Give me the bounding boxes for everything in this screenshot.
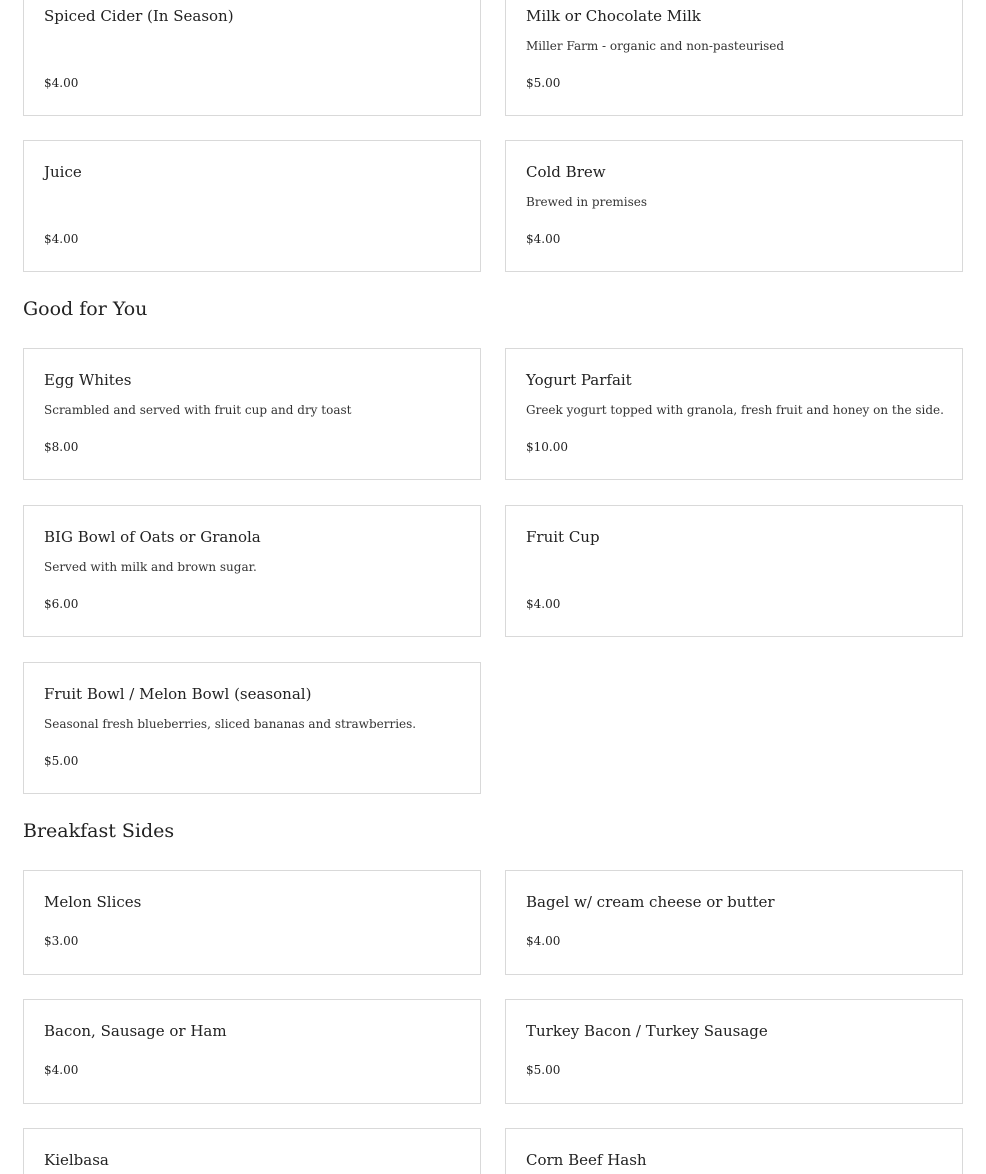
- menu-item-name: Fruit Cup: [526, 528, 600, 546]
- menu-item-card[interactable]: [505, 1128, 963, 1174]
- menu-item-price: $6.00: [44, 597, 79, 611]
- menu-item-name: Turkey Bacon / Turkey Sausage: [526, 1022, 768, 1040]
- menu-item-card[interactable]: [505, 140, 963, 272]
- menu-item-price: $5.00: [526, 76, 561, 90]
- menu-item-name: Melon Slices: [44, 893, 142, 911]
- menu-item-description: Seasonal fresh blueberries, sliced bananas and strawberries.: [44, 717, 417, 731]
- menu-item-card[interactable]: [23, 662, 481, 794]
- menu-item-description: Brewed in premises: [526, 195, 648, 209]
- menu-item-description: Miller Farm - organic and non-pasteurised: [526, 39, 785, 53]
- menu-item-name: Yogurt Parfait: [526, 371, 632, 389]
- menu-item-price: $10.00: [526, 440, 568, 454]
- menu-item-card[interactable]: [23, 140, 481, 272]
- menu-item-name: Bagel w/ cream cheese or butter: [526, 893, 775, 911]
- menu-item-description: Served with milk and brown sugar.: [44, 560, 257, 574]
- menu-item-price: $5.00: [44, 754, 79, 768]
- menu-item-name: Juice: [44, 163, 82, 181]
- menu-item-price: $4.00: [526, 232, 561, 246]
- menu-item-name: Spiced Cider (In Season): [44, 7, 234, 25]
- menu-item-card[interactable]: [505, 999, 963, 1104]
- menu-item-price: $4.00: [526, 934, 561, 948]
- menu-item-price: $4.00: [44, 1063, 79, 1077]
- menu-item-card[interactable]: [23, 1128, 481, 1174]
- menu-item-card[interactable]: [505, 0, 963, 116]
- menu-item-card[interactable]: [505, 505, 963, 637]
- section-title-good-for-you: Good for You: [23, 298, 148, 320]
- section-title-breakfast-sides: Breakfast Sides: [23, 820, 175, 842]
- menu-item-price: $4.00: [44, 76, 79, 90]
- menu-item-name: Cold Brew: [526, 163, 606, 181]
- menu-item-description: Greek yogurt topped with granola, fresh fruit and honey on the side.: [526, 403, 944, 417]
- menu-item-name: Milk or Chocolate Milk: [526, 7, 701, 25]
- menu-item-price: $8.00: [44, 440, 79, 454]
- menu-item-name: Bacon, Sausage or Ham: [44, 1022, 227, 1040]
- menu-item-name: Kielbasa: [44, 1151, 109, 1169]
- menu-item-name: Egg Whites: [44, 371, 132, 389]
- menu-item-name: Fruit Bowl / Melon Bowl (seasonal): [44, 685, 312, 703]
- menu-item-card[interactable]: [23, 870, 481, 975]
- menu-item-price: $3.00: [44, 934, 79, 948]
- menu-item-name: Corn Beef Hash: [526, 1151, 647, 1169]
- menu-item-card[interactable]: [23, 0, 481, 116]
- menu-item-card[interactable]: [505, 348, 963, 480]
- menu-item-price: $5.00: [526, 1063, 561, 1077]
- menu-item-card[interactable]: [505, 870, 963, 975]
- menu-item-price: $4.00: [526, 597, 561, 611]
- menu-item-card[interactable]: [23, 348, 481, 480]
- menu-item-card[interactable]: [23, 999, 481, 1104]
- menu-item-card[interactable]: [23, 505, 481, 637]
- menu-item-description: Scrambled and served with fruit cup and dry toast: [44, 403, 352, 417]
- menu-item-name: BIG Bowl of Oats or Granola: [44, 528, 261, 546]
- menu-item-price: $4.00: [44, 232, 79, 246]
